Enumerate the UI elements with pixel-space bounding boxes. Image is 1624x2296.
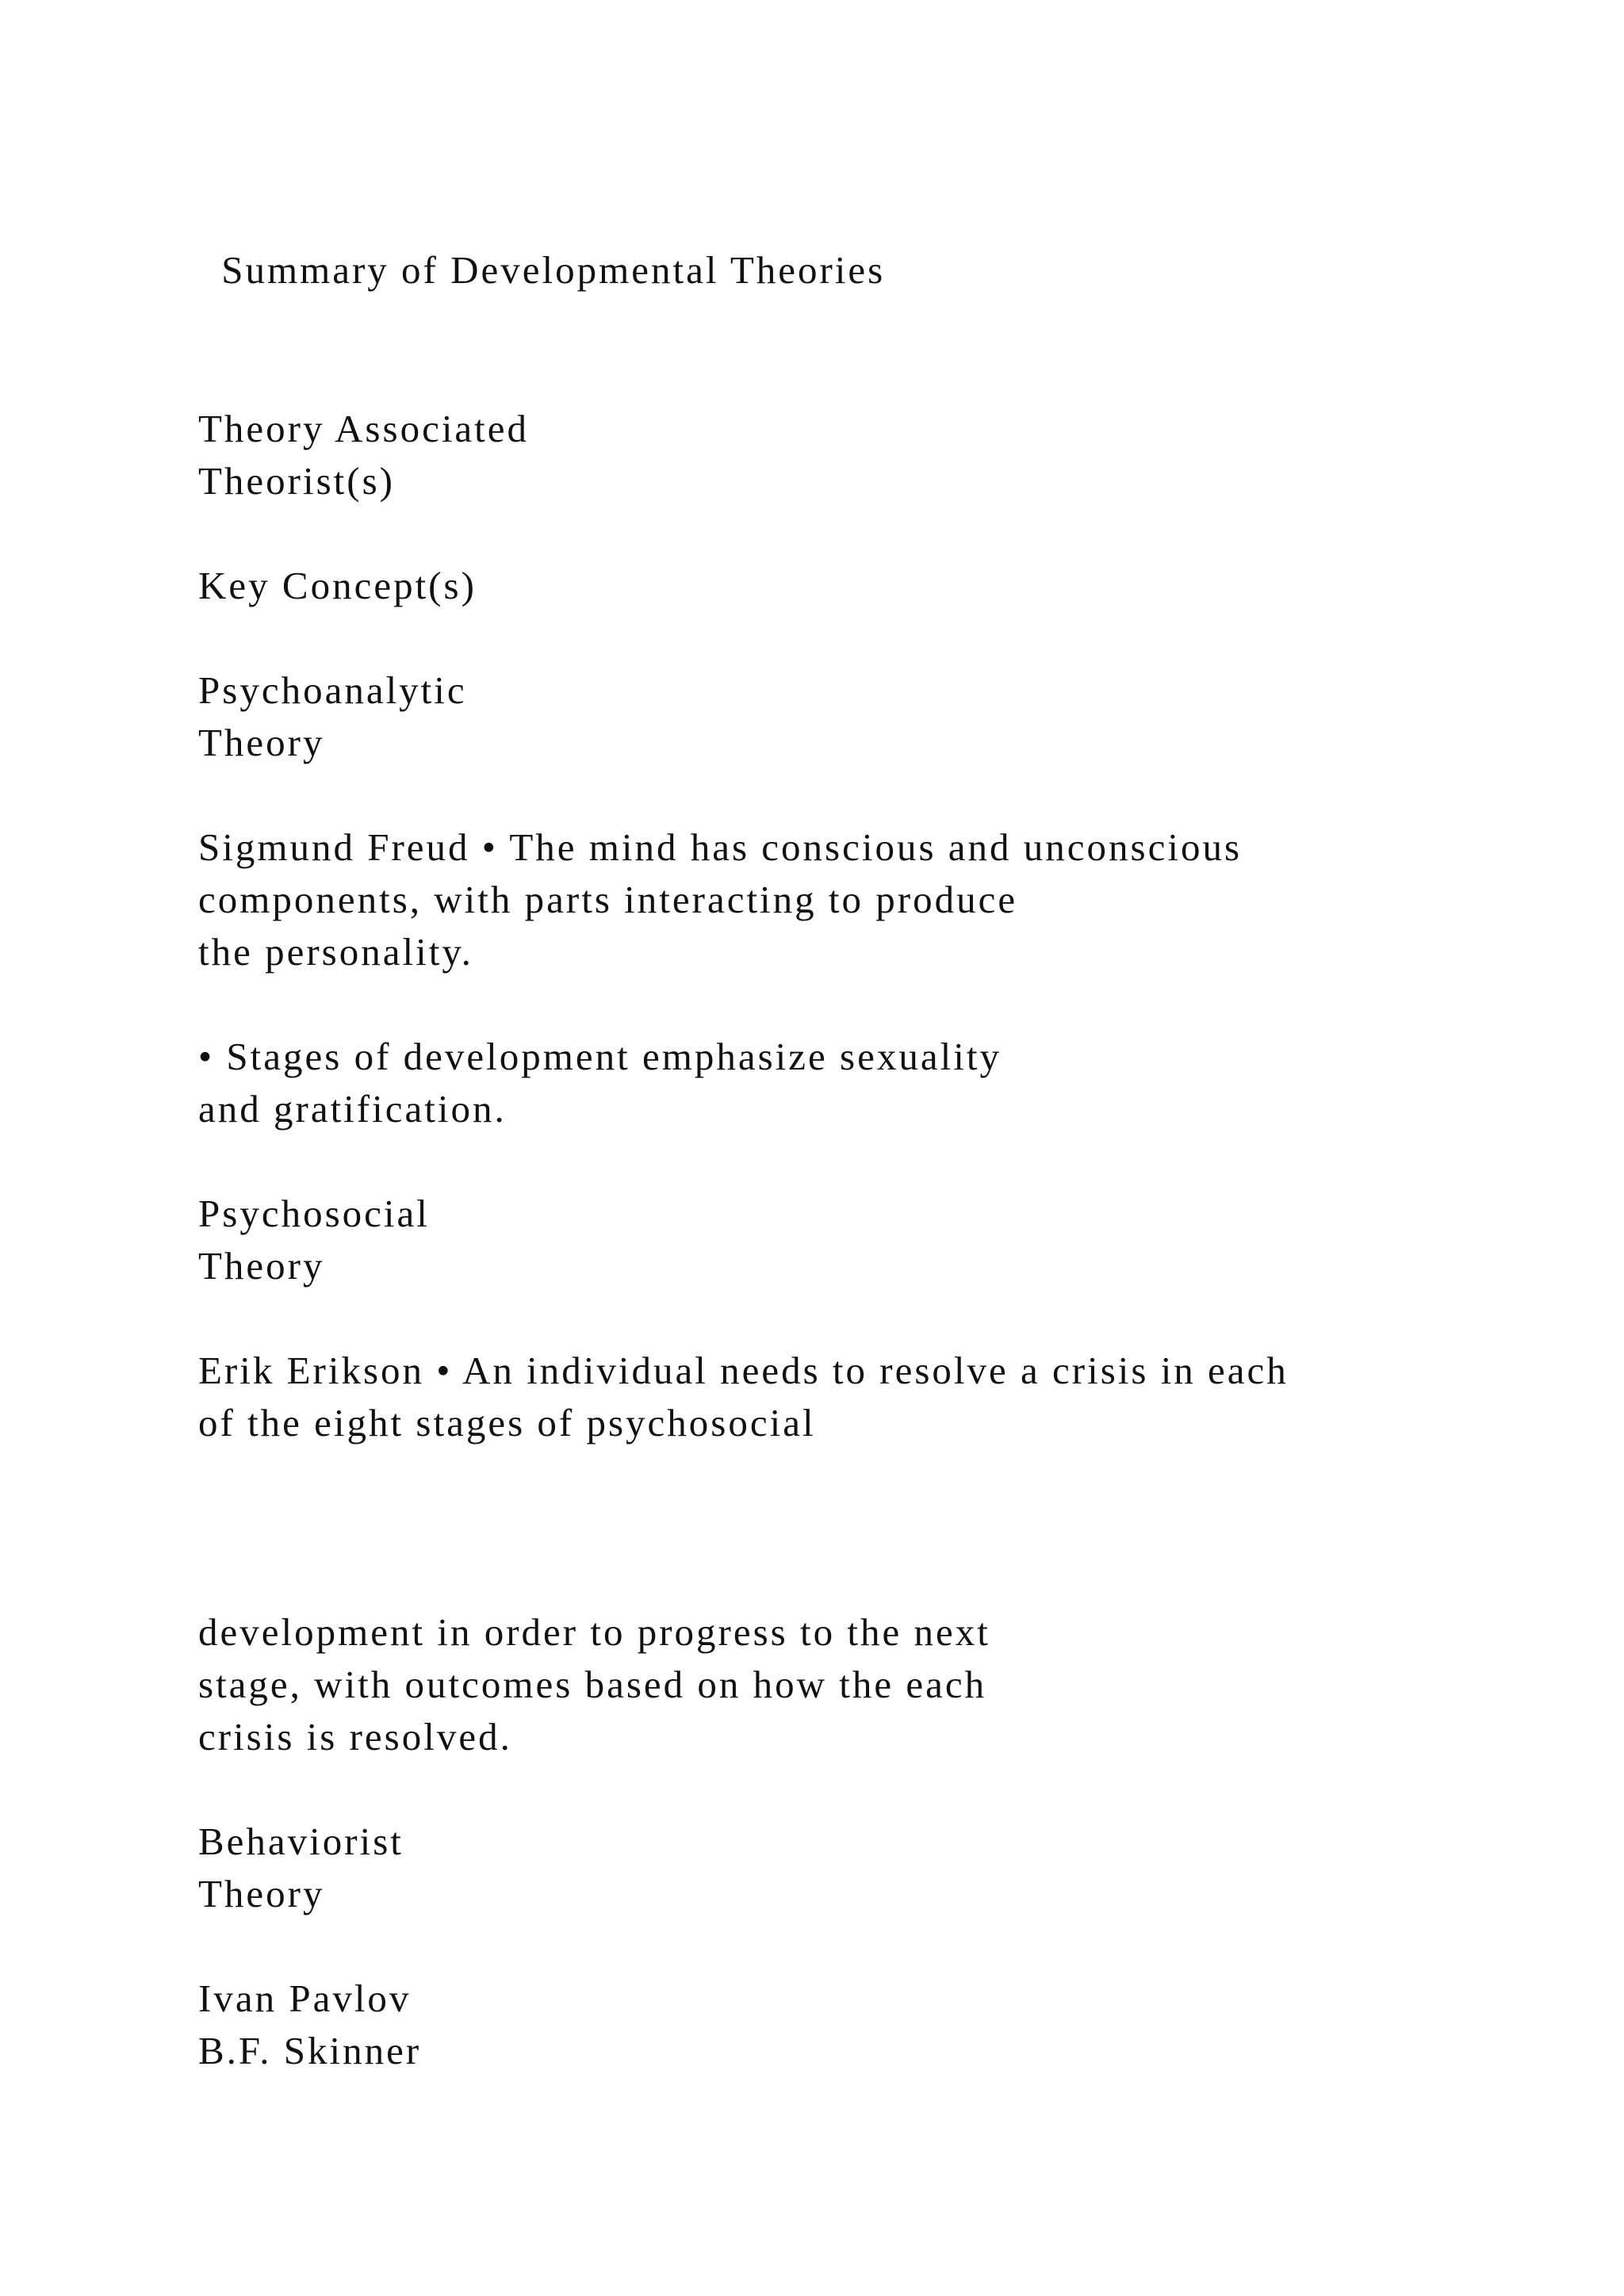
header-theory-associated: Theory Associated: [198, 407, 530, 450]
psychosocial-name-line1: Psychosocial: [198, 1192, 430, 1235]
behaviorist-theorist-pavlov: Ivan Pavlov: [198, 1976, 412, 2020]
psychoanalytic-concept-line2: components, with parts interacting to produce: [198, 878, 1018, 921]
psychosocial-concept-line5: crisis is resolved.: [198, 1715, 512, 1758]
psychosocial-concept-line4: stage, with outcomes based on how the each: [198, 1663, 987, 1706]
behaviorist-theorist-skinner: B.F. Skinner: [198, 2029, 422, 2072]
psychoanalytic-concept-line3: the personality.: [198, 930, 473, 974]
psychosocial-concept-line3: development in order to progress to the next: [198, 1610, 990, 1654]
psychoanalytic-concept-line1: Sigmund Freud • The mind has conscious and unconscious: [198, 825, 1243, 869]
behaviorist-name-line1: Behaviorist: [198, 1820, 404, 1863]
psychoanalytic-bullet2-line1: • Stages of development emphasize sexuality: [198, 1035, 1002, 1078]
header-key-concepts: Key Concept(s): [198, 564, 477, 607]
psychosocial-name-line2: Theory: [198, 1244, 325, 1288]
behaviorist-name-line2: Theory: [198, 1872, 325, 1915]
psychosocial-concept-line2: of the eight stages of psychosocial: [198, 1401, 816, 1445]
header-theorists: Theorist(s): [198, 459, 395, 503]
psychoanalytic-name-line2: Theory: [198, 721, 325, 764]
psychosocial-concept-line1: Erik Erikson • An individual needs to resolve a crisis in each: [198, 1349, 1289, 1392]
document-title: Summary of Developmental Theories: [209, 248, 886, 292]
psychoanalytic-name-line1: Psychoanalytic: [198, 668, 467, 712]
psychoanalytic-bullet2-line2: and gratification.: [198, 1087, 507, 1131]
